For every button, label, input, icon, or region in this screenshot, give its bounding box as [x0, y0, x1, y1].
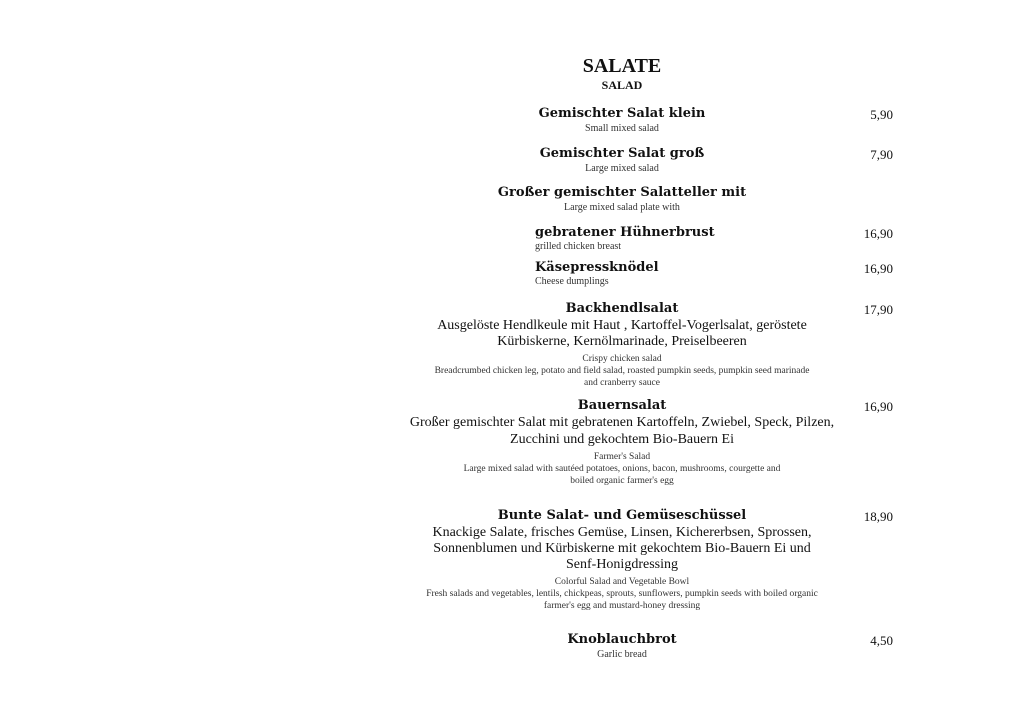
item-description-de: Kürbiskerne, Kernölmarinade, Preiselbeeren	[497, 334, 747, 349]
item-description-en: Large mixed salad	[585, 163, 659, 174]
item-description-en: and cranberry sauce	[584, 378, 660, 388]
item-description-de: Senf-Honigdressing	[566, 557, 678, 572]
item-name: gebratener Hühnerbrust	[535, 225, 715, 240]
item-price: 18,90	[863, 509, 893, 524]
item-description-en: boiled organic farmer's egg	[570, 476, 674, 486]
item-name: Käsepressknödel	[535, 260, 659, 275]
item-price: 16,90	[863, 261, 893, 276]
item-description-en: Cheese dumplings	[535, 276, 609, 287]
section-title: SALATE	[582, 55, 662, 77]
item-price: 4,50	[870, 633, 893, 648]
item-price: 16,90	[863, 399, 893, 414]
item-price: 5,90	[870, 107, 893, 122]
item-description-en: Breadcrumbed chicken leg, potato and field salad, roasted pumpkin seeds, pumpkin seed marinade	[434, 366, 810, 376]
item-description-de: Zucchini und gekochtem Bio-Bauern Ei	[510, 432, 734, 447]
item-name: Gemischter Salat klein	[538, 106, 706, 121]
item-description-en: Large mixed salad plate with	[564, 202, 680, 213]
item-name: Bunte Salat- und Gemüseschüssel	[497, 508, 747, 523]
item-name: Backhendlsalat	[565, 301, 679, 316]
item-description-de: Knackige Salate, frisches Gemüse, Linsen, Kichererbsen, Sprossen,	[432, 525, 812, 540]
item-name: Knoblauchbrot	[567, 632, 677, 647]
item-description-en: Fresh salads and vegetables, lentils, chickpeas, sprouts, sunflowers, pumpkin seeds with boiled organic	[426, 589, 818, 599]
item-description-en: Farmer's Salad	[593, 452, 651, 462]
item-description-en: Large mixed salad with sautéed potatoes, onions, bacon, mushrooms, courgette and	[463, 464, 781, 474]
item-price: 16,90	[863, 226, 893, 241]
section-subtitle: SALAD	[601, 78, 643, 92]
item-name: Gemischter Salat groß	[539, 146, 705, 161]
item-description-en: Colorful Salad and Vegetable Bowl	[554, 577, 690, 587]
item-name: Großer gemischter Salatteller mit	[497, 185, 747, 200]
item-price: 7,90	[870, 147, 893, 162]
item-description-en: Crispy chicken salad	[582, 354, 662, 364]
item-description-de: Großer gemischter Salat mit gebratenen Kartoffeln, Zwiebel, Speck, Pilzen,	[409, 415, 835, 430]
item-description-de: Sonnenblumen und Kürbiskerne mit gekochtem Bio-Bauern Ei und	[433, 541, 811, 556]
item-description-en: Small mixed salad	[585, 123, 659, 134]
item-description-en: grilled chicken breast	[535, 241, 622, 252]
item-description-en: farmer's egg and mustard-honey dressing	[543, 601, 701, 611]
item-name: Bauernsalat	[577, 398, 667, 413]
item-price: 17,90	[863, 302, 893, 317]
item-description-en: Garlic bread	[597, 649, 647, 660]
item-description-de: Ausgelöste Hendlkeule mit Haut , Kartoffel-Vogerlsalat, geröstete	[437, 318, 807, 333]
